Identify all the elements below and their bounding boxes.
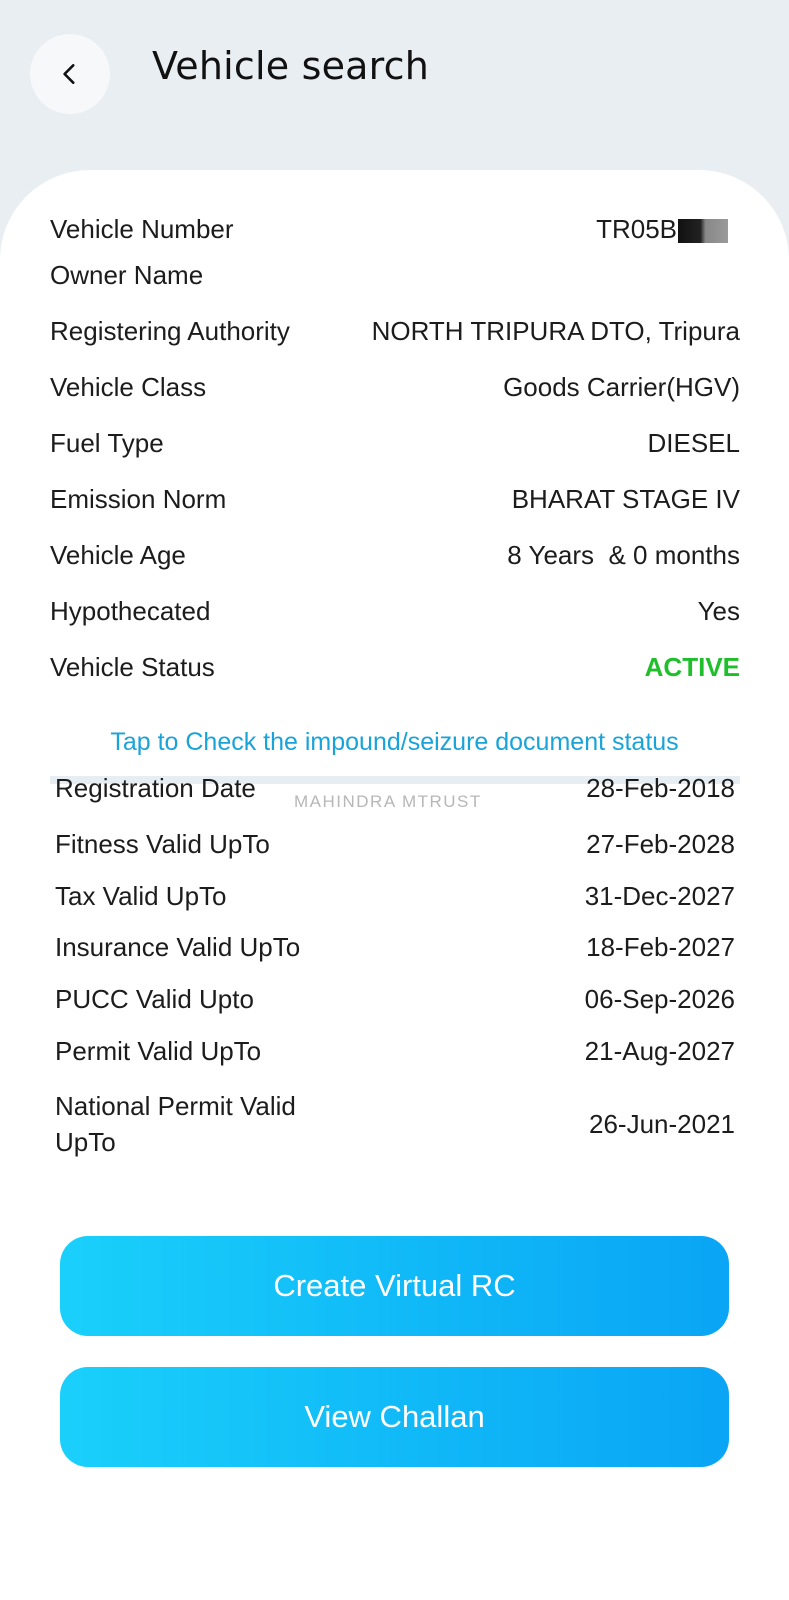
validity-value: 28-Feb-2018 — [586, 773, 735, 803]
detail-value: DIESEL — [647, 428, 740, 458]
detail-label: Vehicle Class — [50, 372, 207, 402]
detail-label: Emission Norm — [50, 484, 227, 514]
validity-row-fitness — [55, 829, 735, 860]
validity-label: Fitness Valid UpTo — [55, 829, 270, 859]
detail-value: BHARAT STAGE IV — [511, 484, 740, 514]
detail-label: Vehicle Age — [50, 540, 186, 570]
vehicle-number-value: TR05B — [596, 214, 728, 245]
validity-row-insurance — [55, 932, 735, 963]
detail-label: Registering Authority — [50, 316, 290, 346]
chevron-left-icon — [57, 61, 83, 87]
view-challan-button[interactable]: View Challan — [60, 1367, 729, 1467]
status-badge: ACTIVE — [644, 652, 740, 682]
validity-row-pucc — [55, 984, 735, 1015]
detail-label: Vehicle Status — [50, 652, 215, 682]
detail-row-fuel-type — [50, 428, 740, 459]
validity-value: 18-Feb-2027 — [586, 932, 735, 962]
validity-row-national-permit — [55, 1088, 735, 1160]
validity-value: 21-Aug-2027 — [584, 1036, 735, 1066]
validity-value: 27-Feb-2028 — [586, 829, 735, 859]
detail-value: NORTH TRIPURA DTO, Tripura — [371, 316, 740, 346]
detail-row-registering-authority — [50, 316, 740, 347]
validity-row-permit — [55, 1036, 735, 1067]
detail-row-vehicle-number — [50, 214, 740, 245]
validity-label: National Permit Valid UpTo — [55, 1091, 296, 1157]
impound-status-link[interactable]: Tap to Check the impound/seizure document status — [110, 728, 679, 756]
validity-label: Permit Valid UpTo — [55, 1036, 262, 1066]
validity-label: Insurance Valid UpTo — [55, 932, 301, 962]
create-virtual-rc-button[interactable]: Create Virtual RC — [60, 1236, 729, 1336]
validity-value: 31-Dec-2027 — [584, 881, 735, 911]
validity-row-tax — [55, 881, 735, 912]
detail-row-vehicle-status — [50, 652, 740, 683]
detail-row-hypothecated — [50, 596, 740, 627]
detail-value: 8 Years & 0 months — [507, 540, 740, 570]
page-title: Vehicle search — [152, 44, 430, 88]
detail-row-emission-norm — [50, 484, 740, 515]
detail-label: Hypothecated — [50, 596, 211, 626]
detail-row-owner-name — [50, 260, 740, 291]
detail-label: Fuel Type — [50, 428, 164, 458]
header — [0, 0, 789, 170]
detail-row-vehicle-class — [50, 372, 740, 403]
detail-label: Owner Name — [50, 260, 204, 290]
back-button[interactable] — [30, 34, 110, 114]
detail-row-vehicle-age — [50, 540, 740, 571]
validity-label: Registration Date — [55, 773, 256, 803]
validity-value: 06-Sep-2026 — [584, 984, 735, 1014]
detail-label: Vehicle Number — [50, 214, 234, 244]
validity-row-registration-date — [55, 773, 735, 804]
detail-value: Yes — [697, 596, 740, 626]
validity-label: Tax Valid UpTo — [55, 881, 227, 911]
watermark: MAHINDRA MTRUST — [294, 792, 482, 811]
validity-value: 26-Jun-2021 — [589, 1108, 735, 1139]
validity-label: PUCC Valid Upto — [55, 984, 254, 1014]
detail-value: Goods Carrier(HGV) — [503, 372, 740, 402]
redaction-mask — [678, 219, 728, 243]
